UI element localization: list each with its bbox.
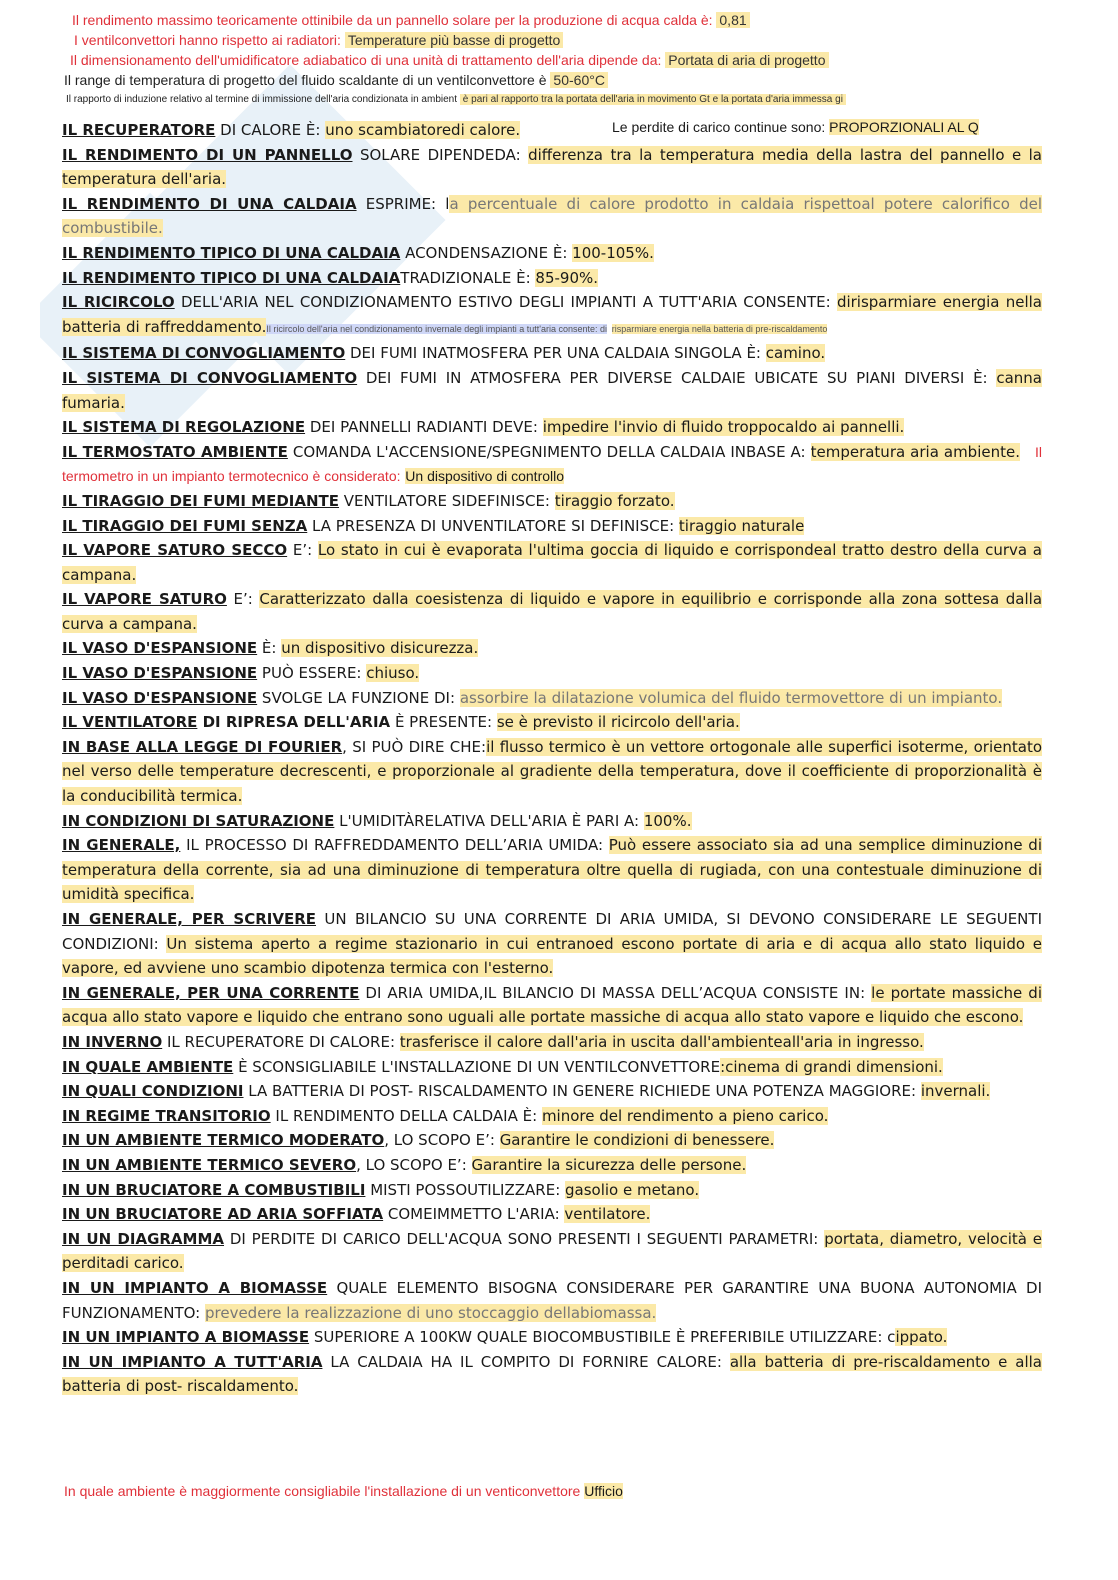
entry-answer: prevedere la realizzazione di uno stoccaggio dellabiomassa. [204,1303,657,1322]
entry-text: È SCONSIGLIABILE L'INSTALLAZIONE DI UN VENTILCONVETTORE [233,1057,721,1076]
entry [62,1227,1042,1276]
entry-key: IL TERMOSTATO AMBIENTE [62,442,288,461]
entry-answer: ippato. [895,1328,948,1347]
entry-answer: portata, diametro, velocità e perditadi carico. [62,1229,1042,1273]
inline-question: Il ricircolo dell'aria nel condizionamento invernale degli impianti a tutt'aria consente: di [266,323,607,334]
entry-key: IL VAPORE SATURO SECCO [62,541,288,560]
note-question: Il rapporto di induzione relativo al termine di immissione dell'aria condizionata in ambient [66,94,458,105]
entry [62,538,1042,587]
inline-question: Il termometro in un impianto termotecnico è considerato: [62,443,1042,485]
glossary [62,118,1042,1399]
entry-key: IN UN IMPIANTO A BIOMASSE [62,1278,328,1297]
entry [62,415,1042,440]
entry [62,1350,1042,1399]
note-2 [64,30,1094,50]
entry-answer: gasolio e metano. [565,1180,700,1199]
entry-answer: :cinema di grandi dimensioni. [720,1057,943,1076]
entry-key: IN UN BRUCIATORE A COMBUSTIBILI [62,1180,366,1199]
entry-key: IL VAPORE SATURO [62,590,227,609]
entry [62,636,1042,661]
entry-key: IL RENDIMENTO DI UN PANNELLO [62,145,353,164]
entry-key: IN REGIME TRANSITORIO [62,1106,271,1125]
entry-text: SOLARE DIPENDEDA: [352,145,529,164]
entry-text: SUPERIORE A 100KW QUALE BIOCOMBUSTIBILE È PREFERIBILE UTILIZZARE: c [309,1328,896,1347]
note-answer: 50-60°C [550,72,608,88]
entry [62,587,1042,636]
entry [62,266,1042,291]
note-question: Il dimensionamento dell'umidificatore adiabatico di una unità di trattamento dell'aria dipende da: [70,52,662,68]
entry-key: IL SISTEMA DI CONVOGLIAMENTO [62,368,358,387]
note-4 [64,70,1094,90]
entry-text: E’: [226,590,260,609]
entry-answer: tiraggio naturale [678,516,805,535]
entry [62,241,1042,266]
entry [62,710,1042,735]
entry-text: MISTI POSSOUTILIZZARE: [365,1180,566,1199]
note-answer: 0,81 [716,12,749,28]
entry-answer: Garantire la sicurezza delle persone. [471,1155,747,1174]
entry-answer: differenza tra la temperatura media della lastra del pannello e la temperatura dell'aria. [62,145,1042,189]
entry [62,366,1042,415]
entry-answer: impedire l'invio di fluido troppocaldo ai pannelli. [542,418,905,437]
entry-key: IN GENERALE, [62,836,181,855]
entry-answer: Caratterizzato dalla coesistenza di liquido e vapore in equilibrio e corrisponde alla zona sottesa dalla curva a campana. [62,590,1043,633]
entry [62,341,1042,366]
entry [62,1104,1042,1129]
entry [62,143,1042,192]
entry-answer: a percentuale di calore prodotto in caldaia rispettoal potere calorifico del combustibile. [62,194,1043,238]
entry-key: IL RENDIMENTO TIPICO DI UNA CALDAIA [62,243,401,262]
entry-text: È PRESENTE: [390,713,497,732]
footer-question: In quale ambiente è maggiormente consigliabile l'installazione di un venticonvettore [64,1483,581,1499]
entry-answer: trasferisce il calore dall'aria in uscita dall'ambienteall'aria in ingresso. [399,1032,924,1051]
entry [62,686,1042,711]
entry-text: SVOLGE LA FUNZIONE DI: [257,688,460,707]
note-question: I ventilconvettori hanno rispetto ai radiatori: [74,32,341,48]
entry-answer: 100-105%. [572,243,654,262]
entry-key: IL SISTEMA DI REGOLAZIONE [62,418,306,437]
entry-answer: Garantire le condizioni di benessere. [499,1131,775,1150]
entry-answer: camino. [765,344,826,363]
entry-text: COMANDA L'ACCENSIONE/SPEGNIMENTO DELLA CALDAIA INBASE A: [287,442,811,461]
entry-text: VENTILATORE SIDEFINISCE: [339,491,555,510]
entry-text: TRADIZIONALE È: [400,268,536,287]
entry-key: IN QUALI CONDIZIONI [62,1082,244,1101]
entry-text: , SI PUÒ DIRE CHE: [342,737,487,756]
entry-answer: Un sistema aperto a regime stazionario in cui entranoed escono portate di aria e di acqua allo stato liquido e vapore, ed avviene uno scambio dipotenza termica con l'esterno. [62,934,1042,978]
entry-key: IL RENDIMENTO TIPICO DI UNA CALDAIA [62,268,401,287]
entry [62,489,1042,514]
entry-text: QUALE ELEMENTO BISOGNA CONSIDERARE PER GARANTIRE UNA BUONA AUTONOMIA DI FUNZIONAMENTO: [62,1278,1042,1322]
entry [62,1128,1042,1153]
entry [62,981,1042,1030]
entry-answer: se è previsto il ricircolo dell'aria. [496,713,740,732]
entry-text: UN BILANCIO SU UNA CORRENTE DI ARIA UMIDA, SI DEVONO CONSIDERARE LE SEGUENTI CONDIZIONI: [62,910,1042,953]
entry [62,1030,1042,1055]
note-answer: Portata di aria di progetto [665,52,828,68]
entry-text: DI PERDITE DI CARICO DELL'ACQUA SONO PRESENTI I SEGUENTI PARAMETRI: [224,1229,825,1248]
entry-answer: uno scambiatoredi calore. [325,121,521,139]
entry-answer: Lo stato in cui è evaporata l'ultima goccia di liquido e corrispondeal tratto destro della curva a campana. [62,541,1043,584]
entry-text: DEI PANNELLI RADIANTI DEVE: [305,418,543,437]
entry-key: IN INVERNO [62,1032,163,1051]
side-note-answer: PROPORZIONALI AL Q [829,119,979,135]
note-1 [64,10,1094,30]
entry-key: IL RECUPERATORE [62,121,216,139]
entry-text: ESPRIME: l [356,194,450,213]
entry-key: IN CONDIZIONI DI SATURAZIONE [62,811,335,830]
footer-answer: Ufficio [584,1483,623,1499]
entry-key: IN GENERALE, PER SCRIVERE [62,910,317,928]
entry [62,1079,1042,1104]
inline-answer: risparmiare energia nella batteria di pre-riscaldamento [611,323,828,334]
entry-text: LA PRESENZA DI UNVENTILATORE SI DEFINISCE: [307,516,679,535]
entry-answer: le portate massiche di acqua allo stato vapore e liquido che entrano sono uguali alle portate massiche di acqua allo stato vapore e liquido che escono. [62,983,1042,1027]
inline-answer: Un dispositivo di controllo [405,468,565,485]
entry-answer: un dispositivo disicurezza. [281,639,479,658]
entry [62,290,1042,341]
entry-key: IL TIRAGGIO DEI FUMI MEDIANTE [62,491,340,510]
entry-answer: temperatura aria ambiente. [810,442,1020,461]
entry-key: IL TIRAGGIO DEI FUMI SENZA [62,516,308,535]
entry-answer: tiraggio forzato. [554,491,675,510]
entry-text: DEI FUMI INATMOSFERA PER UNA CALDAIA SINGOLA È: [345,344,766,363]
entry [62,1153,1042,1178]
entry [62,1202,1042,1227]
entry [62,833,1042,907]
entry [62,192,1042,241]
entry [62,440,1042,489]
entry-key: IL SISTEMA DI CONVOGLIAMENTO [62,344,346,363]
entry-answer: dirisparmiare energia nella batteria di raffreddamento. [62,293,1042,336]
entry-text: PUÒ ESSERE: [257,664,367,683]
entry [62,661,1042,686]
entry-key: IN UN AMBIENTE TERMICO SEVERO [62,1155,357,1174]
entry-text: L'UMIDITÀRELATIVA DELL'ARIA È PARI A: [334,811,644,830]
entry-text: , LO SCOPO E’: [384,1131,500,1150]
entry-answer: invernali. [920,1082,991,1101]
entry-answer: minore del rendimento a pieno carico. [541,1106,829,1125]
entry [62,1178,1042,1203]
entry-key: IL VENTILATORE [62,713,198,732]
entry-key: IN UN IMPIANTO A BIOMASSE [62,1328,310,1347]
entry-text: DI ARIA UMIDA,IL BILANCIO DI MASSA DELL’ACQUA CONSISTE IN: [359,983,872,1002]
note-question: Il rendimento massimo teoricamente ottinibile da un pannello solare per la produzione di acqua calda è: [72,12,713,28]
entry [62,735,1042,809]
entry [62,514,1042,539]
entry-text: IL PROCESSO DI RAFFREDDAMENTO DELL’ARIA UMIDA: [180,836,609,855]
entry-key: IL VASO D'ESPANSIONE [62,639,258,658]
entry-answer: alla batteria di pre-riscaldamento e alla batteria di post- riscaldamento. [62,1352,1042,1396]
entry-text: IL RENDIMENTO DELLA CALDAIA È: [270,1106,542,1125]
entry-answer: assorbire la dilatazione volumica del fluido termovettore di un impianto. [459,688,1003,707]
entry [62,118,1042,143]
entry-key: IN UN AMBIENTE TERMICO MODERATO [62,1131,385,1150]
entry-answer: chiuso. [366,664,420,683]
note-answer: Temperature più basse di progetto [345,32,563,48]
entry-answer: canna fumaria. [62,368,1042,412]
entry-text: E’: [287,541,318,560]
entry-answer: il flusso termico è un vettore ortogonale alle superfici isoterme, orientato nel verso delle temperature decrescenti, e proporzionale al gradiente della temperatura, dove il coefficiente di proporzionalità è la conducibilità termica. [62,737,1043,806]
entry [62,809,1042,834]
entry-text: DEI FUMI IN ATMOSFERA PER DIVERSE CALDAIE UBICATE SU PIANI DIVERSI È: [357,368,997,387]
top-notes [64,10,1094,110]
entry [62,1325,1042,1350]
entry [62,1055,1042,1080]
entry-text: IL RECUPERATORE DI CALORE: [162,1032,400,1051]
entry-key: IL VASO D'ESPANSIONE [62,664,258,683]
entry-key: IL RENDIMENTO DI UNA CALDAIA [62,194,357,213]
entry-key: IN UN IMPIANTO A TUTT'ARIA [62,1352,323,1371]
entry-key: IN UN BRUCIATORE AD ARIA SOFFIATA [62,1205,384,1224]
note-3 [64,50,1094,70]
entry-key: IN QUALE AMBIENTE [62,1057,234,1076]
entry-key: IL RICIRCOLO [62,293,175,312]
entry-answer: ventilatore. [564,1205,651,1224]
note-answer: è pari al rapporto tra la portata dell'aria in movimento Gt e la portata d'aria immessa gi [460,94,846,105]
entry-key-suffix: DI RIPRESA DELL'ARIA [197,713,391,732]
footer-note [64,1483,623,1499]
entry-answer: Può essere associato sia ad una semplice diminuzione di temperatura della corrente, sia ad una diminuzione di temperatura oltre quella di rugiada, con una contestuale diminuzione di umidità specifica. [62,836,1042,904]
entry-key: IL VASO D'ESPANSIONE [62,688,258,707]
entry-text: ACONDENSAZIONE È: [400,243,573,262]
entry [62,1276,1042,1325]
entry [62,907,1042,981]
entry-answer: 100%. [643,811,692,830]
entry-text: COMEIMMETTO L'ARIA: [383,1205,565,1224]
entry-text: LA BATTERIA DI POST- RISCALDAMENTO IN GENERE RICHIEDE UNA POTENZA MAGGIORE: [243,1082,921,1101]
entry-text: DELL'ARIA NEL CONDIZIONAMENTO ESTIVO DEGLI IMPIANTI A TUTT'ARIA CONSENTE: [174,293,837,312]
side-note-question: Le perdite di carico continue sono: [612,119,826,135]
entry-text: , LO SCOPO E’: [356,1155,472,1174]
entry-text: DI CALORE È: [215,121,326,139]
entry-text: LA CALDAIA HA IL COMPITO DI FORNIRE CALORE: [322,1352,730,1371]
entry-answer: 85-90%. [535,268,599,287]
note-5 [64,90,1094,110]
note-question: Il range di temperatura di progetto del fluido scaldante di un ventilconvettore è [64,72,547,88]
entry-text: È: [257,639,282,658]
entry-key: IN BASE ALLA LEGGE DI FOURIER [62,737,343,756]
entry-key: IN UN DIAGRAMMA [62,1229,225,1248]
entry-key: IN GENERALE, PER UNA CORRENTE [62,983,360,1002]
